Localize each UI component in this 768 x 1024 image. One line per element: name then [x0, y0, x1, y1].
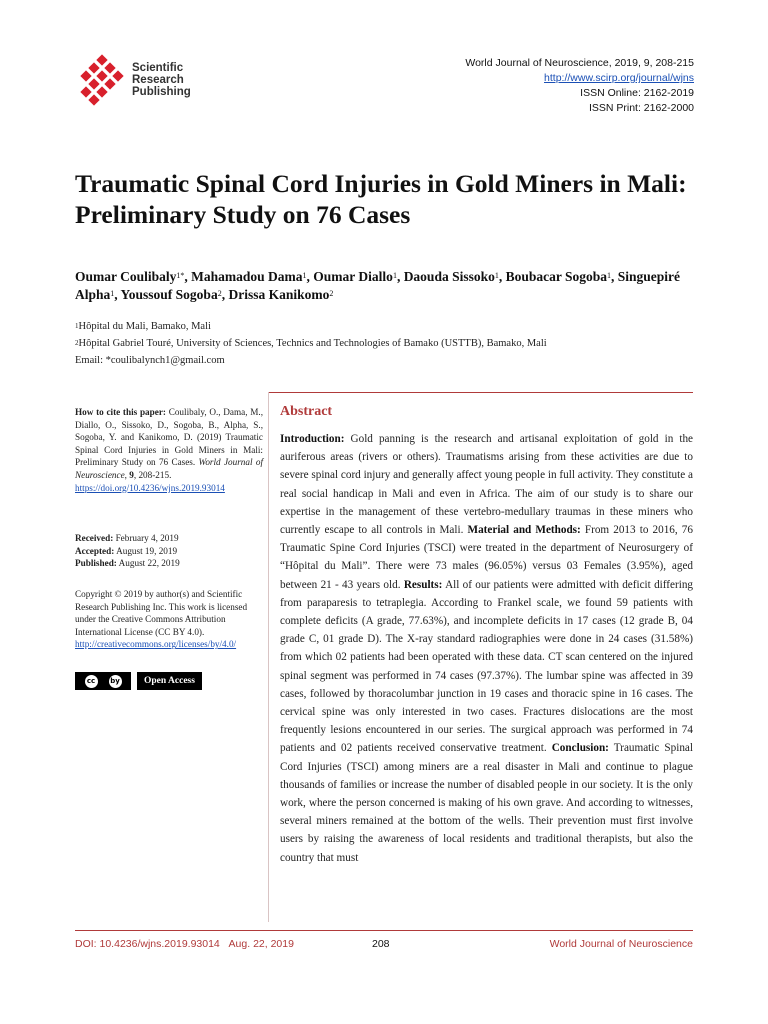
publisher-logo-icon: [76, 54, 128, 106]
how-to-cite: How to cite this paper: Coulibaly, O., Dama, M., Diallo, O., Sissoko, D., Sogoba, B., Alpha, S., Sogoba, Y. and Kanikomo, D. (2019) Traumatic Spinal Cord Injuries in Gold Miners in Mali: Preliminary Study on 76 Cases. World Journal of Neuroscience, 9, 208-215. https://doi.org/10.4236/wjns.2019.93014: [75, 407, 264, 493]
conclusion-label: Conclusion:: [551, 742, 609, 755]
affiliation-1: $^1$Hôpital du Mali, Bamako, Mali: [75, 321, 211, 332]
publisher-name-line: Scientific: [132, 62, 184, 74]
author-separator: ,: [306, 269, 314, 284]
abstract-heading: Abstract: [280, 404, 333, 419]
cc-by-badge[interactable]: [75, 672, 131, 690]
license-badges: [75, 672, 202, 690]
abstract-top-rule: [268, 392, 693, 393]
intro-text: Gold panning is the research and artisanal exploitation of gold in the auriferous areas (rivers or others). Traumatisms arising from these activities are due to severe spinal cord injury and generally affect young people in full activity. They constitute a real social handicap in Mali and even in Africa. The aim of our study is to share our expertise in the management of these vertebro-medullary traumas in these miners who currently escape to all controls in Mali.: [280, 433, 694, 537]
author-affiliation-marker: 1: [392, 271, 397, 280]
author-affiliation-marker: 1: [302, 271, 307, 280]
author-separator: ,: [498, 269, 506, 284]
intro-label: Introduction:: [280, 433, 345, 445]
paper-title: Traumatic Spinal Cord Injuries in Gold Miners in Mali: Preliminary Study on 76 Cases: [75, 169, 687, 229]
accepted-date: Accepted: August 19, 2019: [75, 545, 178, 556]
author-name: Singuepiré Alpha: [75, 269, 681, 302]
issn-print: ISSN Print: 2162-2000: [588, 102, 694, 114]
author-separator: ,: [184, 269, 192, 284]
cite-volume: 9: [129, 469, 134, 480]
corresponding-email: Email: *coulibalynch1@gmail.com: [75, 355, 225, 366]
published-date: Published: August 22, 2019: [75, 558, 180, 569]
cite-label: How to cite this paper:: [75, 407, 166, 417]
author-name: Drissa Kanikomo: [228, 287, 330, 302]
footer-rule: [75, 930, 693, 931]
footer-doi: DOI: 10.4236/wjns.2019.93014 Aug. 22, 2019: [75, 938, 294, 950]
cc-icon: cc: [85, 675, 98, 688]
author-affiliation-marker: 1: [607, 271, 612, 280]
publisher-name-line: Research: [132, 74, 184, 86]
author-name: Youssouf Sogoba: [120, 287, 218, 302]
author-separator: ,: [221, 287, 229, 302]
conclusion-text: Traumatic Spinal Cord Injuries (TSCI) among miners are a real disaster in Mali and continue to plague thousands of families or increase the number of disabled people in our society. It is the only work, where the person concerned is making of his own grave. And according to witnesses, several miners remained at the bottom of the wells. Their prevention must first involve users by raising the awareness of local residents and traditional therapists, but also the country that must: [280, 742, 693, 864]
affiliation-2: $^2$Hôpital Gabriel Touré, University of Sciences, Technics and Technologies of Bamako (USTTB), Bamako, Mali: [75, 338, 547, 349]
footer-journal: World Journal of Neuroscience: [549, 938, 693, 950]
author-affiliation-marker: 1: [110, 289, 115, 298]
issn-online: ISSN Online: 2162-2019: [580, 87, 694, 99]
publisher-name: [132, 62, 191, 98]
methods-text: From 2013 to 2016, 76 Traumatic Spine Cord Injuries (TSCI) were treated in the department of Neurosurgery of “Hôpital du Mali”. There were 73 males (96.05%) versus 03 Females (3.95%), aged between 21 - 43 years old.: [280, 524, 693, 591]
author-affiliation-marker: 1: [494, 271, 499, 280]
author-affiliation-marker: 1*: [176, 271, 185, 280]
doi-link[interactable]: https://doi.org/10.4236/wjns.2019.93014: [75, 482, 225, 493]
copyright-notice: [75, 588, 263, 651]
cite-text: Coulibaly, O., Dama, M., Diallo, O., Sissoko, D., Sogoba, B., Alpha, S., Sogoba, Y. and Kanikomo, D. (2019) Traumatic Spinal Cord Injuries in Gold Miners in Mali: Preliminary Study on 76 Cases.: [75, 407, 264, 468]
results-label: Results:: [403, 578, 443, 591]
author-affiliation-marker: 2: [217, 289, 222, 298]
author-name: Oumar Diallo: [313, 269, 393, 284]
author-separator: ,: [114, 287, 121, 302]
author-list: [75, 268, 715, 304]
author-name: Boubacar Sogoba: [505, 269, 608, 284]
license-link[interactable]: http://creativecommons.org/licenses/by/4.0/: [75, 639, 237, 650]
column-divider: [268, 392, 269, 922]
affiliations: [75, 318, 715, 369]
journal-info: [465, 56, 694, 116]
author-affiliation-marker: 2: [329, 289, 334, 298]
page-number: 208: [372, 938, 390, 950]
author-separator: ,: [611, 269, 618, 284]
by-person-icon: by: [109, 675, 122, 688]
copyright-text: Copyright © 2019 by author(s) and Scientific Research Publishing Inc. This work is licensed under the Creative Commons Attribution International License (CC BY 4.0).: [75, 589, 248, 637]
methods-label: Material and Methods:: [467, 524, 581, 537]
journal-url-link[interactable]: http://www.scirp.org/journal/wjns: [544, 72, 694, 84]
journal-citation: World Journal of Neuroscience, 2019, 9, 208-215: [465, 57, 694, 69]
publisher-name-line: Publishing: [132, 86, 191, 98]
cite-journal: World Journal of Neuroscience: [75, 457, 263, 480]
author-name: Oumar Coulibaly: [75, 269, 177, 284]
cite-pages: , 208-215.: [133, 469, 172, 480]
author-separator: ,: [396, 269, 404, 284]
abstract-body: [280, 430, 693, 867]
open-access-badge: Open Access: [137, 672, 202, 690]
article-dates: [75, 532, 263, 570]
author-name: Daouda Sissoko: [403, 269, 495, 284]
results-text: All of our patients were admitted with deficit differing from paraparesis to tetraplegia. According to Frankel scale, we found 59 patients with complete deficits (A grade, 77.63%), and incomplete deficits in 17 cases (12 grade B, 04 grade C, 01 grade D). The X-ray standard radiographies were done in 24 cases (31.58%) from which 02 patients had been operated with these data. CT scan centered on the injured spinal segment was performed in 74 cases (97.37%). The lumbar spine was affected in 39 cases, followed by thoracolumbar junction in 19 cases and thoracic spine in 16 cases. The cervical spine was only interested in two cases. Fractures dislocations are the most frequently lesions encountered in our series. The surgical approach was performed in 74 patients and 02 patients received conservative treatment.: [280, 578, 694, 755]
received-date: Received: February 4, 2019: [75, 533, 179, 543]
footer-date: Aug. 22, 2019: [228, 938, 294, 950]
author-name: Mahamadou Dama: [191, 269, 303, 284]
